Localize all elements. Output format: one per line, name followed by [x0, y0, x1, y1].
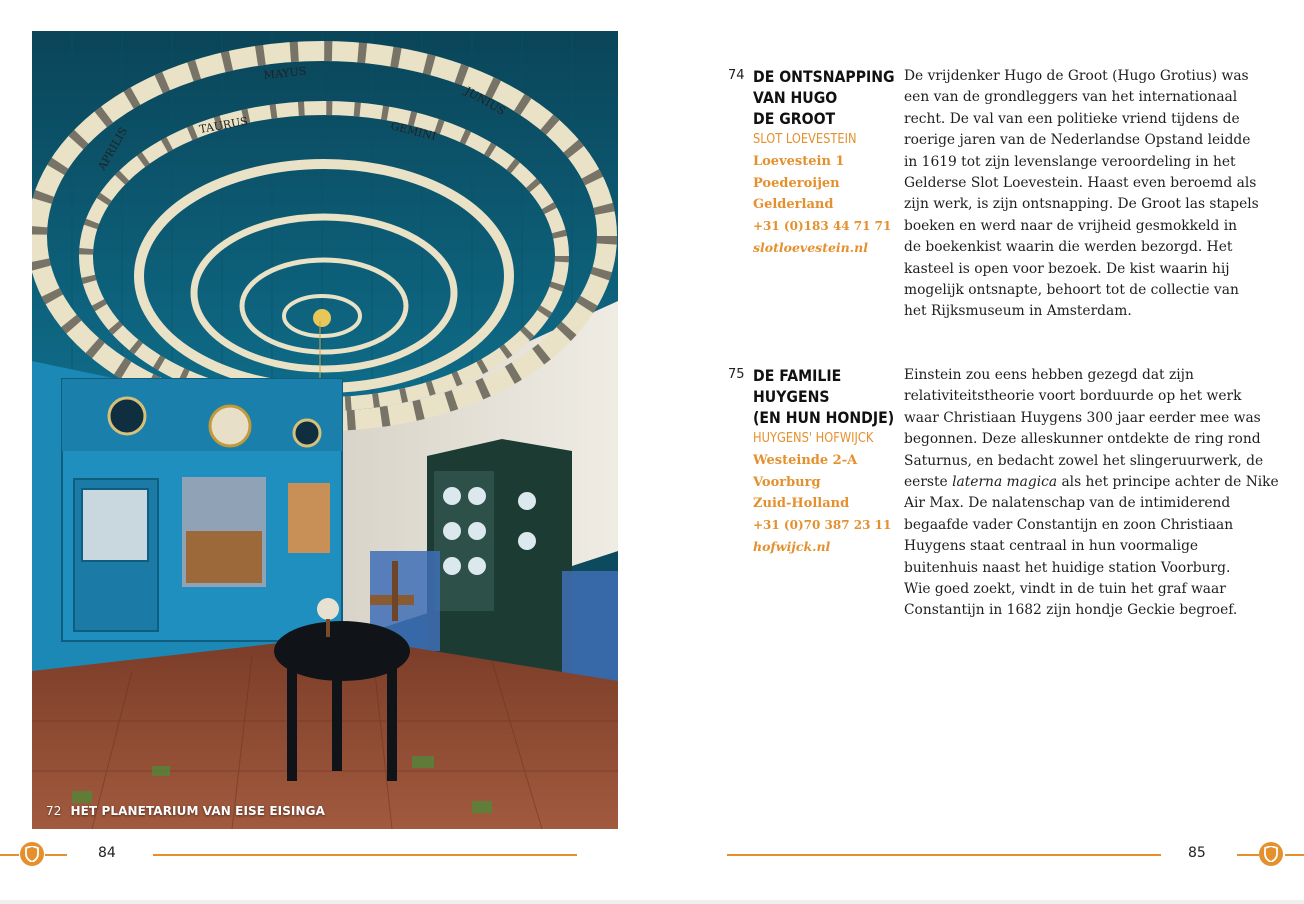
ring-label-junius: JUNIUS	[462, 84, 508, 118]
body-line: Air Max. De nalatenschap van de intimiderend	[904, 495, 1231, 512]
entry-title-line: VAN HUGO	[753, 88, 838, 107]
ring-label-aprilis: APRILIS	[95, 125, 131, 173]
entry-venue: HUYGENS' HOFWIJCK	[753, 431, 874, 446]
entry-address-line: Zuid-Holland	[753, 496, 850, 511]
ring-label-gemini: GEMINI	[389, 119, 438, 144]
body-line: eerste laterna magica als het principe achter de Nike	[904, 474, 1279, 491]
entry-title-line: DE ONTSNAPPING	[753, 67, 895, 86]
entry-title-line: DE GROOT	[753, 109, 836, 128]
entry-address-line: Loevestein 1	[753, 154, 845, 169]
shield-icon	[25, 846, 39, 862]
body-line: Saturnus, en bedacht zowel het slingeruurwerk, de	[904, 452, 1264, 469]
entry-address-line: Voorburg	[753, 474, 821, 490]
body-line: een van de grondleggers van het internationaal	[904, 89, 1238, 106]
entry-title	[753, 365, 898, 428]
body-line: Wie goed zoekt, vindt in de tuin het graf waar	[904, 581, 1226, 598]
body-line: Gelderse Slot Loevestein. Haast even beroemd als	[904, 175, 1257, 192]
body-line: in 1619 tot zijn levenslange veroordeling in het	[904, 153, 1236, 170]
body-line: relativiteitstheorie voort borduurde op het werk	[904, 388, 1242, 405]
entry-address-line: Gelderland	[753, 197, 834, 212]
photo-caption	[46, 804, 325, 818]
body-line: Constantijn in 1682 zijn hondje Geckie begroef.	[904, 602, 1238, 619]
entry-phone: +31 (0)183 44 71 71	[753, 218, 892, 233]
body-line: waar Christiaan Huygens 300 jaar eerder mee was	[904, 409, 1261, 426]
body-line: boeken en werd naar de vrijheid gesmokkeld in	[904, 217, 1238, 234]
entry-title-line: HUYGENS	[753, 387, 830, 406]
italic-term: laterna magica	[952, 474, 1058, 491]
body-line: De vrijdenker Hugo de Groot (Hugo Grotius) was	[904, 68, 1249, 84]
entry-info	[753, 66, 898, 259]
body-line: het Rijksmuseum in Amsterdam.	[904, 303, 1132, 320]
body-line: begonnen. Deze alleskunner ontdekte de ring rond	[904, 431, 1261, 448]
body-line: mogelijk ontsnapte, behoort tot de collectie van	[904, 282, 1239, 299]
shield-badge-left	[20, 842, 44, 866]
planetarium-photo	[32, 31, 618, 829]
body-line: roerige jaren van de Nederlandse Opstand leidde	[904, 132, 1251, 149]
entry-number: 74	[728, 68, 745, 83]
caption-title: HET PLANETARIUM VAN EISE EISINGA	[70, 804, 325, 818]
entry-address-line: Westeinde 2-A	[753, 453, 858, 468]
shield-badge-right	[1259, 842, 1283, 866]
entry-website-link[interactable]: slotloevestein.nl	[753, 240, 868, 255]
entry-address-line: Poederoijen	[753, 175, 840, 191]
page-bottom-edge	[0, 900, 1304, 904]
entry-title	[753, 66, 898, 129]
entry-info	[753, 365, 898, 558]
footer-rule-right-short	[1237, 854, 1259, 856]
entry-body-text	[904, 66, 1259, 323]
footer-rule-left-stub	[0, 854, 19, 856]
body-line: Huygens staat centraal in hun voormalige	[904, 538, 1199, 555]
body-line: begaafde vader Constantijn en zoon Christiaan	[904, 516, 1234, 533]
footer-rule-left-short	[45, 854, 67, 856]
ring-label-taurus: TAURUS	[198, 114, 249, 136]
body-line: recht. De val van een politieke vriend tijdens de	[904, 110, 1240, 127]
entry-body-text	[904, 365, 1279, 622]
footer-rule-left	[153, 854, 577, 856]
entry-venue: SLOT LOEVESTEIN	[753, 132, 857, 147]
entry-title-line: DE FAMILIE	[753, 366, 842, 385]
entry-number: 75	[728, 367, 745, 382]
planetarium-illustration	[32, 31, 618, 829]
body-line: de boekenkist waarin die werden bezorgd. Het	[904, 239, 1233, 256]
entry-phone: +31 (0)70 387 23 11	[753, 517, 892, 532]
shield-icon	[1264, 846, 1278, 862]
body-line: zijn werk, is zijn ontsnapping. De Groot las stapels	[904, 196, 1259, 213]
page-number-left: 84	[98, 845, 116, 861]
body-line: kasteel is open voor bezoek. De kist waarin hij	[904, 260, 1230, 277]
caption-number: 72	[46, 804, 62, 818]
ring-label-mayus: MAYUS	[262, 64, 307, 82]
entry-website-link[interactable]: hofwijck.nl	[753, 539, 831, 554]
body-line: Einstein zou eens hebben gezegd dat zijn	[904, 367, 1194, 383]
footer-rule-right-stub	[1285, 854, 1304, 856]
body-line: buitenhuis naast het huidige station Voorburg.	[904, 559, 1231, 576]
entry-title-line: (EN HUN HONDJE)	[753, 408, 895, 427]
footer-rule-right	[727, 854, 1161, 856]
page-number-right: 85	[1188, 845, 1206, 861]
